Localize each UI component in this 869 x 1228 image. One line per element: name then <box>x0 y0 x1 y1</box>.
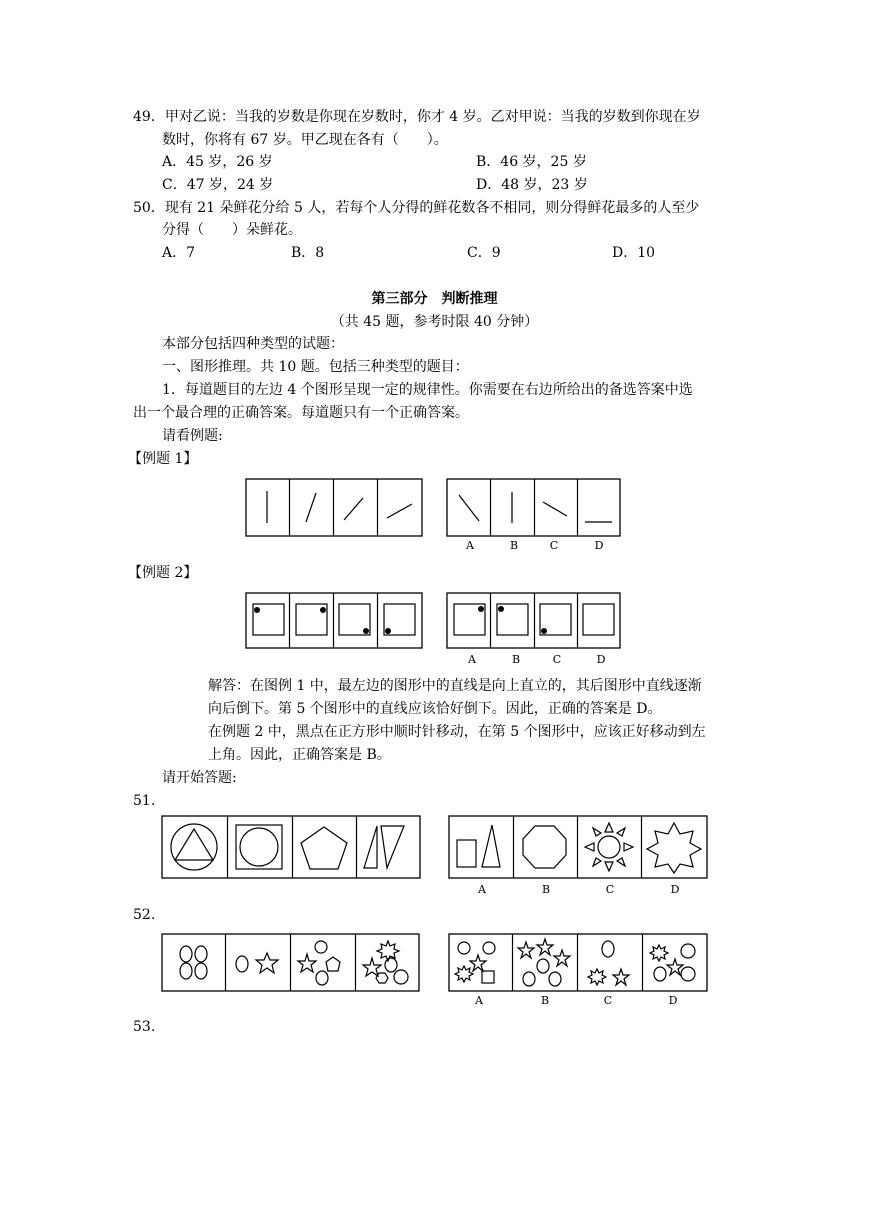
example2-question-figure <box>245 592 425 650</box>
sun-shape <box>585 823 633 871</box>
example2-option-b-label: B <box>511 653 521 666</box>
q52-options-figure <box>448 933 710 993</box>
example1-options-figure <box>446 478 624 538</box>
q50-option-d: D．10 <box>612 245 656 261</box>
q52-number: 52. <box>133 907 156 923</box>
section-subtitle: （共 45 题，参考时限 40 分钟） <box>330 314 539 330</box>
q52-option-d-label: D <box>668 994 678 1007</box>
intro-3a: 1．每道题目的左边 4 个图形呈现一定的规律性。你需要在右边所给出的备选答案中选 <box>162 382 693 398</box>
answer-line-4: 上角。因此，正确答案是 B。 <box>208 747 391 763</box>
answer-line-2: 向后倒下。第 5 个图形中的直线应该恰好倒下。因此，正确的答案是 D。 <box>208 701 662 717</box>
example2-option-c-label: C <box>552 653 562 666</box>
q52-option-b-label: B <box>540 994 550 1007</box>
intro-1: 本部分包括四种类型的试题： <box>162 336 344 352</box>
q53-number: 53. <box>133 1019 156 1035</box>
intro-2: 一、图形推理。共 10 题。包括三种类型的题目： <box>162 359 469 375</box>
q51-option-c-label: C <box>605 883 615 896</box>
example2-option-d-label: D <box>596 653 606 666</box>
example1-question-figure <box>245 478 425 538</box>
q52-option-c-label: C <box>603 994 613 1007</box>
q51-number: 51. <box>133 793 156 809</box>
q49-line1: 49．甲对乙说：当我的岁数是你现在岁数时，你才 4 岁。乙对甲说：当我的岁数到你现在岁 <box>133 109 701 125</box>
q51-option-a-label: A <box>478 883 486 896</box>
q49-option-c: C．47 岁，24 岁 <box>162 177 274 193</box>
example2-options-figure <box>446 592 624 650</box>
example1-option-d-label: D <box>594 539 604 552</box>
q49-line2: 数时，你将有 67 岁。甲乙现在各有（ ）。 <box>162 132 448 148</box>
q50-line2: 分得（ ）朵鲜花。 <box>162 222 302 238</box>
q51-options-figure <box>448 815 710 880</box>
q52-question-figure <box>161 933 423 993</box>
q52-option-a-label: A <box>475 994 483 1007</box>
see-examples: 请看例题: <box>162 428 223 444</box>
example1-label: 【例题 1】 <box>128 451 198 467</box>
example2-option-a-label: A <box>468 653 476 666</box>
answer-line-1: 解答：在图例 1 中，最左边的图形中的直线是向上直立的，其后图形中直线逐渐 <box>208 678 702 694</box>
example2-label: 【例题 2】 <box>128 565 198 581</box>
example1-option-b-label: B <box>509 539 519 552</box>
q50-option-c: C．9 <box>467 245 501 261</box>
q49-option-a: A．45 岁，26 岁 <box>162 154 273 170</box>
example1-option-a-label: A <box>466 539 474 552</box>
q51-option-b-label: B <box>541 883 551 896</box>
q50-option-a: A．7 <box>162 245 196 261</box>
intro-3b: 出一个最合理的正确答案。每道题只有一个正确答案。 <box>133 405 469 421</box>
q51-question-figure <box>161 815 423 880</box>
q50-option-b: B．8 <box>291 245 325 261</box>
section-title: 第三部分 判断推理 <box>371 291 498 307</box>
example1-option-c-label: C <box>549 539 559 552</box>
q49-option-d: D．48 岁，23 岁 <box>476 177 588 193</box>
start-prompt: 请开始答题: <box>162 770 237 786</box>
q49-option-b: B．46 岁，25 岁 <box>476 154 587 170</box>
q51-option-d-label: D <box>670 883 680 896</box>
answer-line-3: 在例题 2 中，黑点在正方形中顺时针移动，在第 5 个图形中，应该正好移动到左 <box>208 724 706 740</box>
q50-line1: 50．现有 21 朵鲜花分给 5 人，若每个人分得的鲜花数各不相同，则分得鲜花最多的人至少 <box>133 200 700 216</box>
